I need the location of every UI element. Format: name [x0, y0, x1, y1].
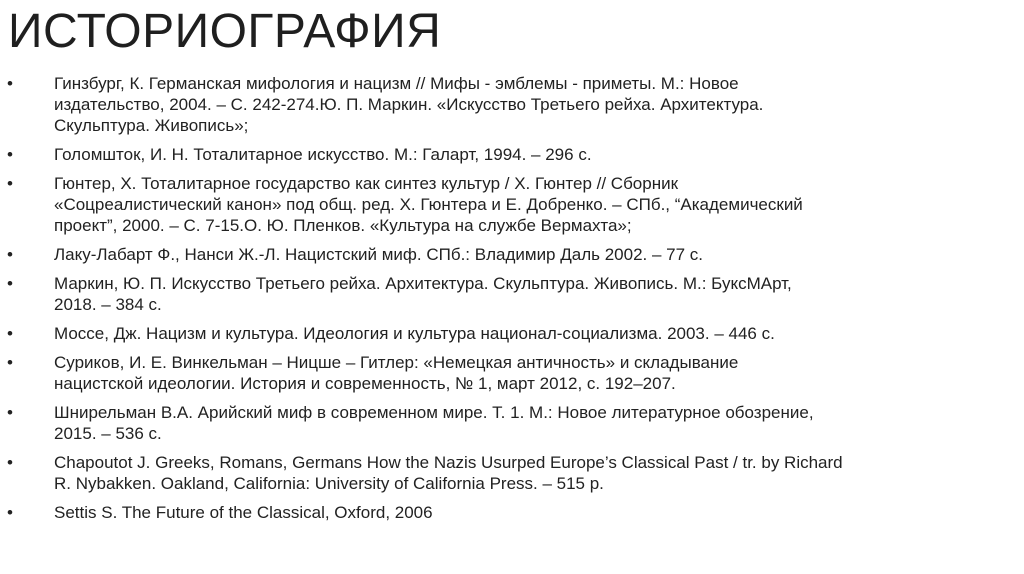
reference-item — [0, 173, 1000, 236]
reference-item — [0, 502, 1000, 523]
bullet-icon: • — [7, 274, 13, 293]
slide-title: ИСТОРИОГРАФИЯ — [8, 5, 442, 58]
reference-item — [0, 323, 1000, 344]
reference-text: Суриков, И. Е. Винкельман – Ницше – Гитлер: «Немецкая античность» и складывание нацистской идеологии. История и современность, № 1, март 2012, с. 192–207. — [54, 353, 739, 393]
bullet-icon: • — [7, 503, 13, 522]
reference-item — [0, 144, 1000, 165]
reference-item — [0, 402, 1000, 444]
reference-item — [0, 244, 1000, 265]
bullet-icon: • — [7, 353, 13, 372]
bullet-icon: • — [7, 324, 13, 343]
reference-item — [0, 352, 1000, 394]
reference-item — [0, 273, 1000, 315]
reference-text: Моссе, Дж. Нацизм и культура. Идеология и культура национал-социализма. 2003. – 446 с. — [54, 324, 775, 343]
bullet-icon: • — [7, 174, 13, 193]
reference-text: Гюнтер, Х. Тоталитарное государство как синтез культур / Х. Гюнтер // Сборник «Соцреалистический канон» под общ. ред. Х. Гюнтера и Е. Добренко. – СПб., “Академический проект”, 2000. – С. 7-15.О. Ю. Пленков. «Культура на службе Вермахта»; — [54, 174, 803, 235]
reference-text: Гинзбург, К. Германская мифология и нацизм // Мифы - эмблемы - приметы. М.: Новое издательство, 2004. – С. 242-274.Ю. П. Маркин. «Искусство Третьего рейха. Архитектура. Скульптура. Живопись»; — [54, 74, 764, 135]
bullet-icon: • — [7, 453, 13, 472]
reference-text: Лаку-Лабарт Ф., Нанси Ж.-Л. Нацистский миф. СПб.: Владимир Даль 2002. – 77 с. — [54, 245, 704, 264]
reference-text: Шнирельман В.А. Арийский миф в современном мире. Т. 1. М.: Новое литературное обозрение, 2015. – 536 с. — [54, 403, 814, 443]
bullet-icon: • — [7, 74, 13, 93]
bullet-icon: • — [7, 403, 13, 422]
reference-text: Голомшток, И. Н. Тоталитарное искусство. М.: Галарт, 1994. – 296 с. — [54, 145, 592, 164]
bullet-icon: • — [7, 145, 13, 164]
reference-item — [0, 452, 1000, 494]
bullet-icon: • — [7, 245, 13, 264]
reference-text: Settis S. The Future of the Classical, Oxford, 2006 — [54, 503, 433, 522]
reference-item — [0, 73, 1000, 136]
reference-text: Chapoutot J. Greeks, Romans, Germans How the Nazis Usurped Europe’s Classical Past / tr. by Richard R. Nybakken. Oakland, California: University of California Press. – 515 p. — [54, 453, 843, 493]
reference-list — [0, 73, 1000, 523]
reference-text: Маркин, Ю. П. Искусство Третьего рейха. Архитектура. Скульптура. Живопись. М.: БуксМАрт, 2018. – 384 с. — [54, 274, 792, 314]
